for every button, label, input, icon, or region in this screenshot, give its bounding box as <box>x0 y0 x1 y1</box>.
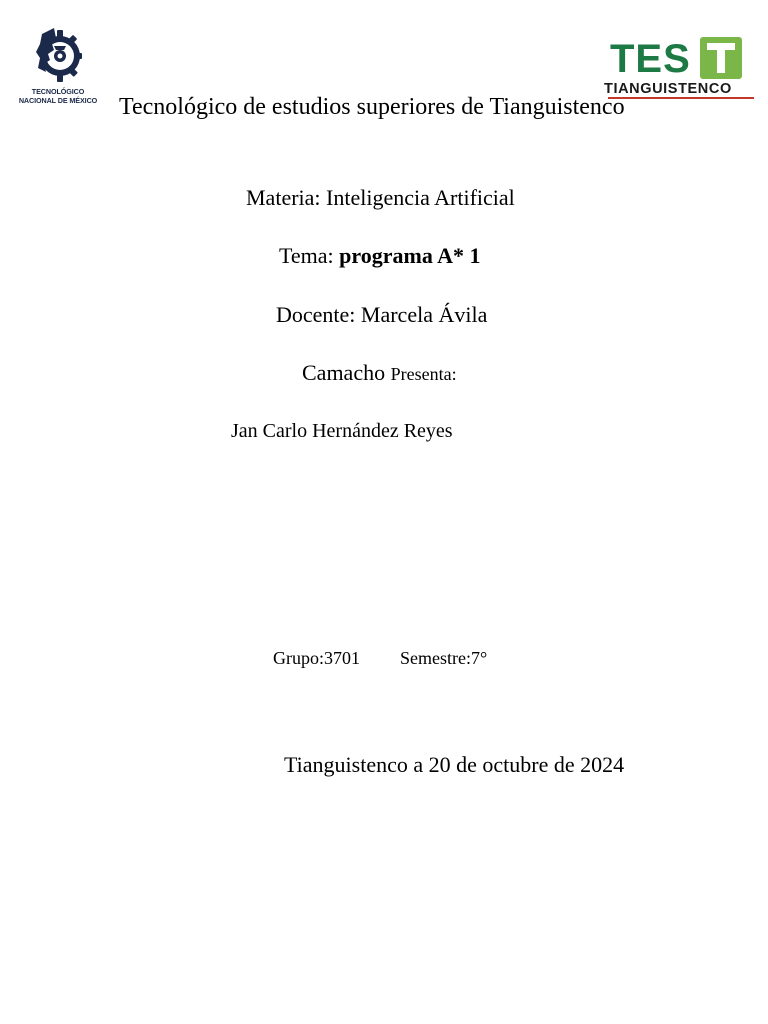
teacher-surname-line <box>302 359 457 388</box>
teacher-surname: Camacho <box>302 360 386 385</box>
teacher-line: Docente: Marcela Ávila <box>276 302 488 327</box>
tecnm-logo <box>14 24 102 112</box>
semester-label: Semestre:7° <box>400 648 488 668</box>
place-date-line: Tianguistenco a 20 de octubre de 2024 <box>284 752 625 777</box>
test-logo-subtitle: TIANGUISTENCO <box>604 81 732 97</box>
test-logo-underline <box>608 97 754 99</box>
topic-value: programa A* 1 <box>339 243 481 268</box>
tecnm-logo-line1: TECNOLÓGICO <box>31 87 85 96</box>
student-name: Jan Carlo Hernández Reyes <box>231 420 453 442</box>
test-logo-word: TES <box>610 37 691 81</box>
tecnm-logo-text <box>14 87 102 105</box>
institution-title: Tecnológico de estudios superiores de Tianguistenco <box>119 94 625 120</box>
test-logo <box>604 34 756 100</box>
topic-label: Tema: <box>279 243 340 268</box>
topic-line <box>279 242 481 270</box>
group-label: Grupo:3701 <box>273 648 360 668</box>
tecnm-logo-icon <box>34 24 82 84</box>
test-logo-icon <box>700 37 742 79</box>
subject-line: Materia: Inteligencia Artificial <box>246 185 515 210</box>
presents-label: Presenta: <box>390 364 457 384</box>
tecnm-logo-line2: NACIONAL DE MÉXICO <box>18 96 98 105</box>
